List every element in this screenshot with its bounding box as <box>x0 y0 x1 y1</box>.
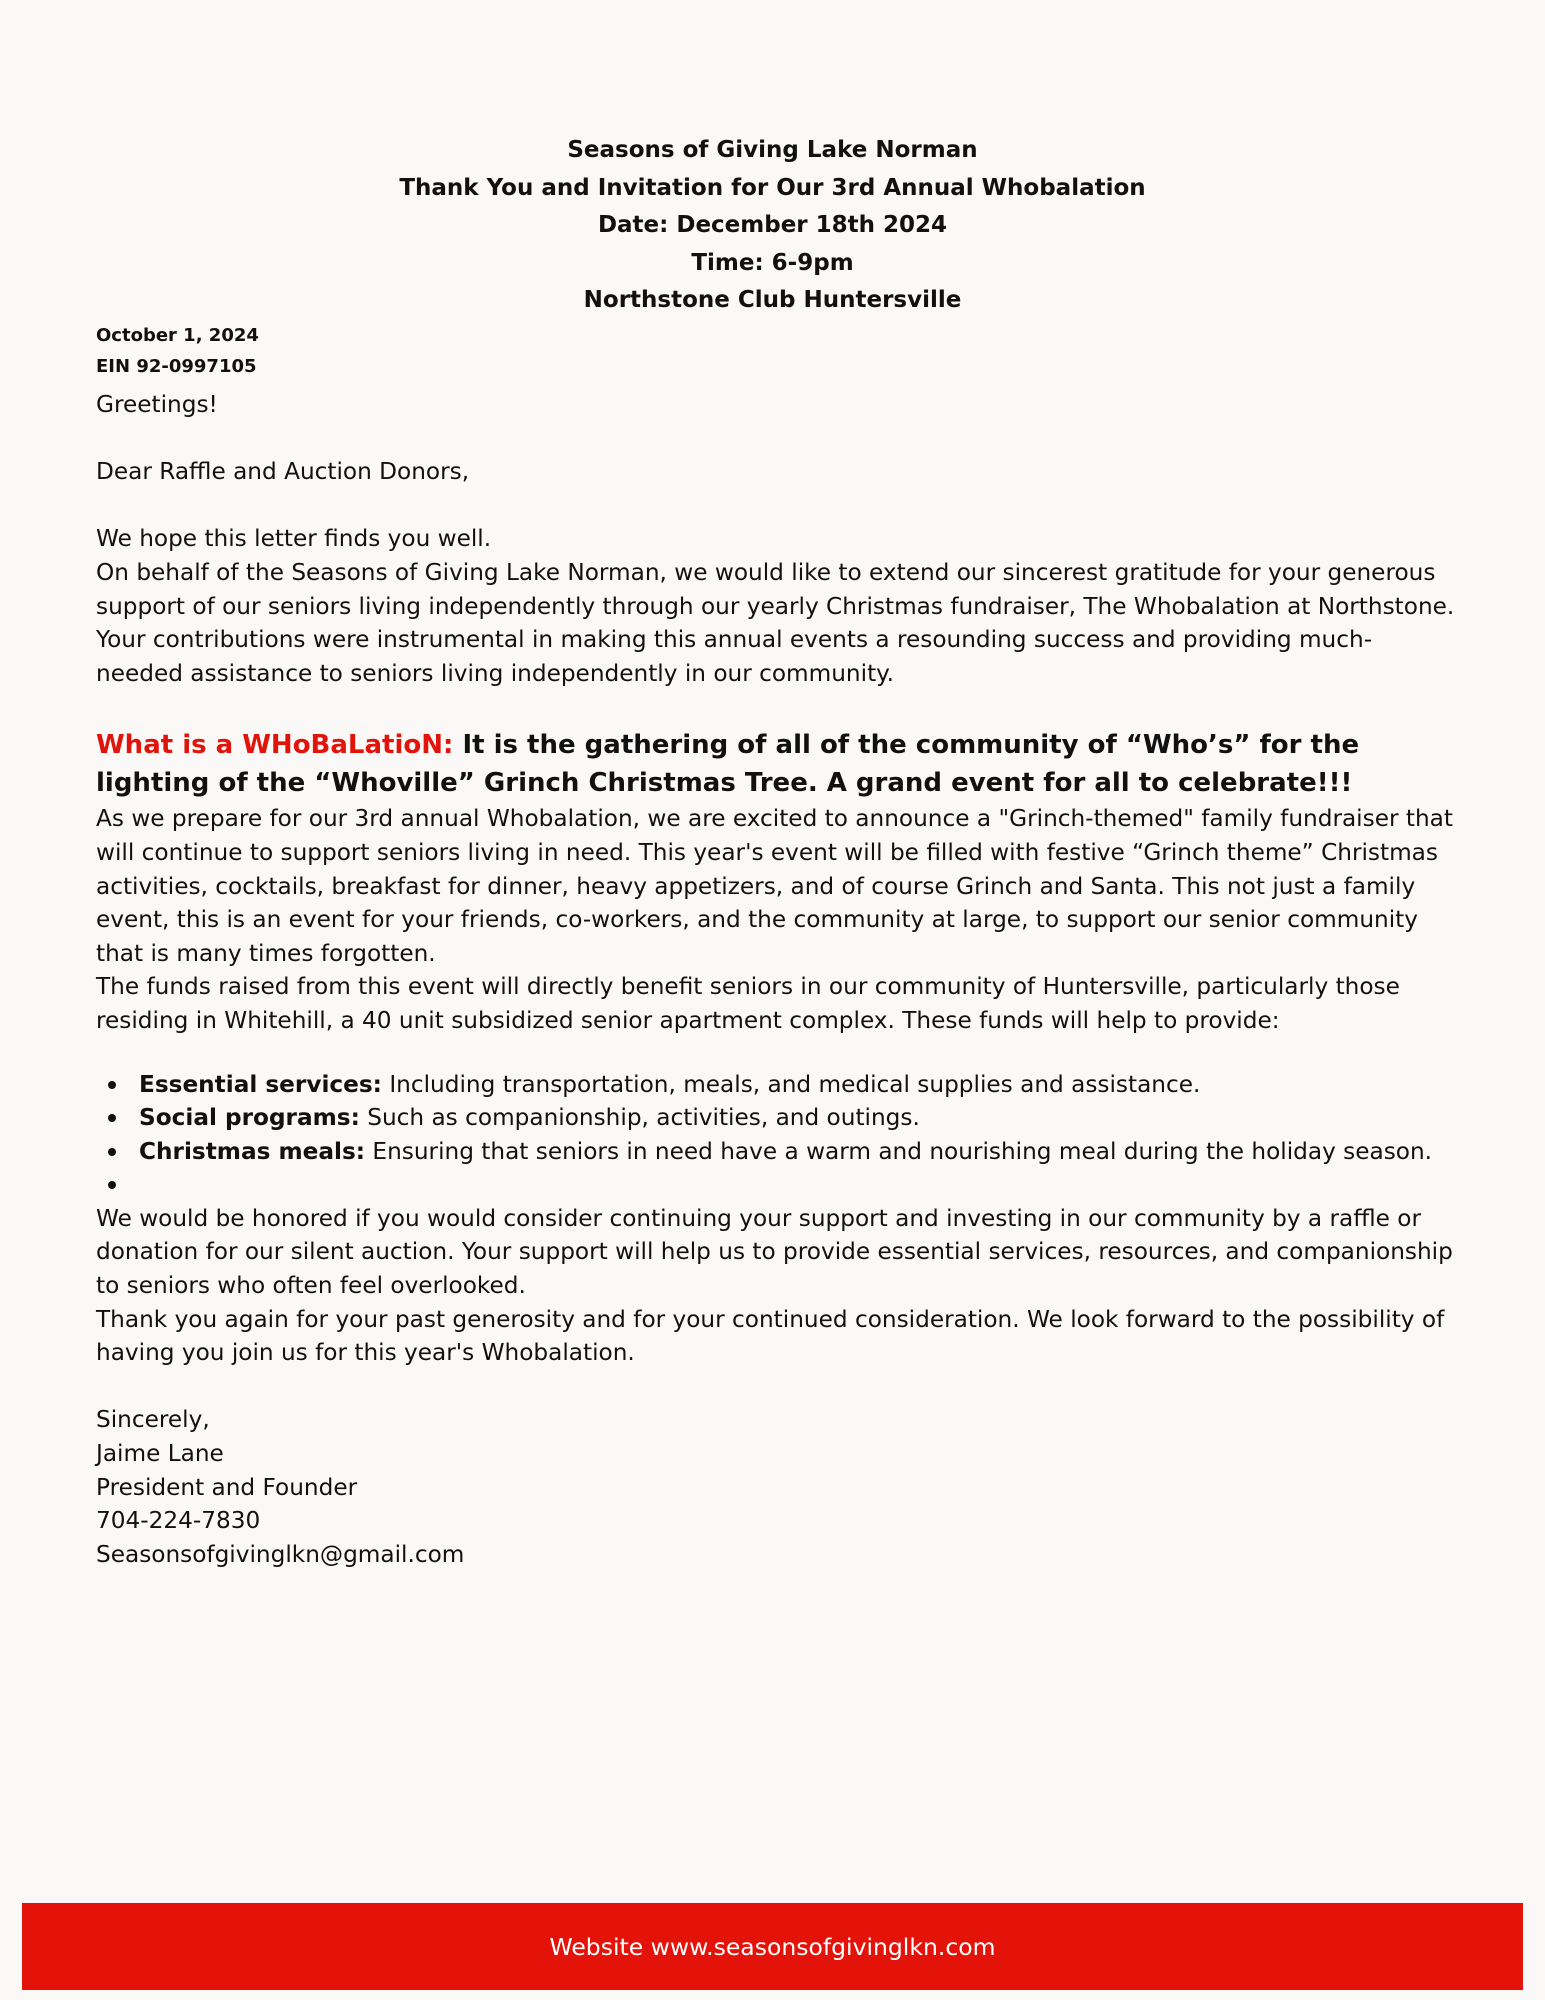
letter-header <box>0 132 1545 320</box>
benefits-list <box>96 1068 1456 1202</box>
website-link[interactable]: Website www.seasonsofgivinglkn.com <box>549 1932 996 1961</box>
bullet-icon <box>108 1114 116 1122</box>
signer-name: Jaime Lane <box>96 1440 224 1468</box>
list-item-empty <box>139 1168 1456 1202</box>
event-time: Time: 6-9pm <box>691 249 854 276</box>
list-item <box>139 1135 1456 1169</box>
bullet-icon <box>108 1148 116 1156</box>
list-item <box>139 1068 1456 1102</box>
footer-banner <box>22 1903 1523 1990</box>
bullet-label: Essential services: <box>139 1070 382 1098</box>
event-venue: Northstone Club Huntersville <box>583 287 962 313</box>
ein-number: EIN 92-0997105 <box>96 356 257 377</box>
letter-body <box>96 388 1456 1571</box>
list-item <box>139 1101 1456 1135</box>
whatis-label: What is a WHoBaLatioN: <box>96 730 454 761</box>
bullet-text: Including transportation, meals, and medical supplies and assistance. <box>381 1070 1201 1098</box>
signer-email: Seasonsofgivinglkn@gmail.com <box>96 1540 465 1568</box>
greeting: Greetings! <box>96 391 218 418</box>
bullet-icon <box>108 1181 116 1189</box>
bullet-text: Such as companionship, activities, and outings. <box>359 1104 920 1132</box>
letter-meta <box>96 320 259 382</box>
org-name: Seasons of Giving Lake Norman <box>567 137 978 163</box>
bullet-icon <box>108 1081 116 1089</box>
signer-title: President and Founder <box>96 1473 358 1501</box>
prepare-paragraph: As we prepare for our 3rd annual Whobalation, we are excited to announce a "Grinch-themed" family fundraiser that will continue to support seniors living in need. This year's event will be filled with festive “Grinch theme” Christmas activities, cocktails, breakfast for dinner, heavy appetizers, and of course Grinch and Santa. This not just a family event, this is an event for your friends, co-workers, and the community at large, to support our senior community that is many times forgotten. <box>96 805 1453 967</box>
whatis-text: It is the gathering of all of the community of “Who’s” for the lighting of the “Whoville” Grinch Christmas Tree. A grand event for all to celebrate!!! <box>96 730 1360 799</box>
thanks-paragraph: Thank you again for your past generosity and for your continued consideration. We look forward to the possibility of having you join us for this year's Whobalation. <box>96 1305 1445 1367</box>
letter-subtitle: Thank You and Invitation for Our 3rd Annual Whobalation <box>399 174 1146 201</box>
event-date: Date: December 18th 2024 <box>597 212 948 238</box>
signer-phone: 704-224-7830 <box>96 1507 261 1535</box>
intro-paragraph: On behalf of the Seasons of Giving Lake Norman, we would like to extend our sincerest gratitude for your generous support of our seniors living independently through our yearly Christmas fundraiser, The Whobalation at Northstone. Your contributions were instrumental in making this annual events a resounding success and providing much-needed assistance to seniors living independently in our community. <box>96 558 1455 687</box>
salutation: Dear Raffle and Auction Donors, <box>96 458 470 486</box>
bullet-text: Ensuring that seniors in need have a warm and nourishing meal during the holiday season. <box>365 1137 1433 1165</box>
funds-paragraph: The funds raised from this event will directly benefit seniors in our community of Huntersville, particularly those residing in Whitehill, a 40 unit subsidized senior apartment complex. These funds will help to provide: <box>96 973 1400 1034</box>
bullet-label: Christmas meals: <box>139 1137 366 1165</box>
closing: Sincerely, <box>96 1406 210 1434</box>
whatis-callout <box>96 726 1456 802</box>
honored-paragraph: We would be honored if you would consider continuing your support and investing in our community by a raffle or donation for our silent auction. Your support will help us to provide essential services, resources, and companionship to seniors who often feel overlooked. <box>96 1204 1453 1300</box>
letter-date: October 1, 2024 <box>96 325 259 346</box>
hope-line: We hope this letter finds you well. <box>96 525 492 553</box>
bullet-label: Social programs: <box>139 1104 360 1132</box>
